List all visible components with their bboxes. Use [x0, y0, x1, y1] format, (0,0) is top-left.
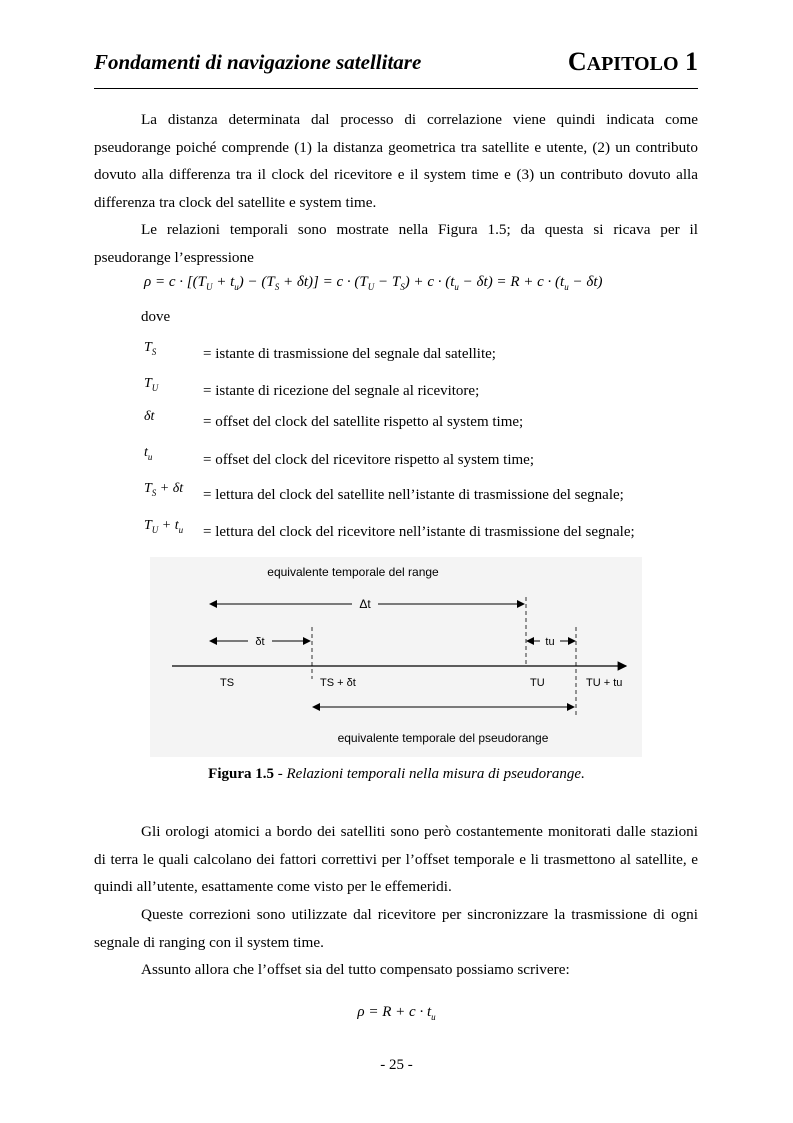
tick-label-tu-plus-tu: TU + tu — [586, 677, 623, 689]
caption-label: Figura 1.5 — [208, 766, 274, 782]
paragraph-3 — [94, 818, 698, 901]
figure-top-label: equivalente temporale del range — [267, 565, 439, 579]
equation-1-render: $\rho = c \cdot [(T_U + t_u) - (T_S + \delta t)] = c \cdot (T_U - T_S) + c \cdot (t_u - \delta t) = R + c \cdot (t_u - \delta t)$ — [144, 274, 603, 292]
chapter-word: APITOLO — [586, 53, 679, 75]
definition-ts: = istante di trasmissione del segnale dal satellite; — [203, 346, 496, 362]
figure-timing-diagram — [150, 557, 642, 757]
tu-label: tu — [545, 636, 555, 648]
paragraph-2 — [94, 216, 698, 271]
definition-tu: = istante di ricezione del segnale al ricevitore; — [203, 383, 480, 399]
dove-label: dove — [141, 309, 171, 325]
timing-diagram-svg — [150, 557, 642, 757]
chapter-initial: C — [567, 47, 587, 76]
header-rule — [94, 88, 698, 89]
symbol-t-u-small: $t_u$ — [144, 445, 153, 462]
paragraph-2-text: Le relazioni temporali sono mostrate nella Figura 1.5; da questa si ricava per il pseudorange l’espressione — [94, 221, 698, 266]
symbol-ts-plus-dt: $T_S + \delta t$ — [144, 481, 184, 498]
definition-delta-t: = offset del clock del satellite rispetto al system time; — [203, 414, 524, 430]
definition-t-u-small: = offset del clock del ricevitore rispetto al system time; — [203, 452, 535, 468]
equation-2-render: $\rho = R + c \cdot t_u$ — [357, 1004, 436, 1022]
figure-caption — [0, 766, 793, 783]
compensated-equation — [0, 1004, 793, 1022]
paragraph-5 — [94, 956, 698, 984]
definition-tu-plus-tu: = lettura del clock del ricevitore nell’istante di trasmissione del segnale; — [203, 524, 635, 540]
tick-label-ts: TS — [220, 677, 235, 689]
symbol-ts: $T_S$ — [144, 340, 157, 357]
paragraph-5-text: Assunto allora che l’offset sia del tutto compensato possiamo scrivere: — [141, 961, 570, 978]
tick-label-ts-plus-dt: TS + δt — [320, 677, 356, 689]
symbol-tu-plus-tu: $T_U + t_u$ — [144, 518, 184, 535]
delta-t-label: Δt — [359, 597, 371, 611]
pseudorange-equation — [144, 274, 602, 292]
definition-ts-plus-dt: = lettura del clock del satellite nell’istante di trasmissione del segnale; — [203, 487, 624, 503]
paragraph-3-text: Gli orologi atomici a bordo dei satelliti sono però costantemente monitorati dalle stazioni di terra le quali calcolano dei fattori correttivi per l’offset temporale e li trasmettono al satellite, e quindi all’utente, esattamente come visto per le effemeridi. — [94, 823, 698, 895]
paragraph-1 — [94, 106, 698, 216]
caption-separator: - — [274, 766, 287, 782]
running-header-title: Fondamenti di navigazione satellitare — [94, 50, 422, 74]
small-delta-label: δt — [255, 636, 265, 648]
page-number: - 25 - — [380, 1057, 413, 1073]
caption-text: Relazioni temporali nella misura di pseudorange. — [286, 766, 585, 782]
chapter-number: 1 — [685, 47, 698, 76]
paragraph-1-text: La distanza determinata dal processo di correlazione viene quindi indicata come pseudorange poiché comprende (1) la distanza geometrica tra satellite e utente, (2) un contributo dovuto alla differenza tra il clock del ricevitore e il system time e (3) un contributo dovuto alla differenza tra clock del satellite e system time. — [94, 111, 698, 211]
symbol-delta-t: δt — [144, 409, 155, 424]
chapter-label — [568, 47, 698, 77]
tick-label-tu: TU — [530, 677, 545, 689]
symbol-tu: $T_U$ — [144, 376, 159, 393]
paragraph-4-text: Queste correzioni sono utilizzate dal ricevitore per sincronizzare la trasmissione di ogni segnale di ranging con il system time. — [94, 906, 698, 951]
paragraph-4 — [94, 901, 698, 956]
figure-bottom-label: equivalente temporale del pseudorange — [337, 731, 549, 745]
